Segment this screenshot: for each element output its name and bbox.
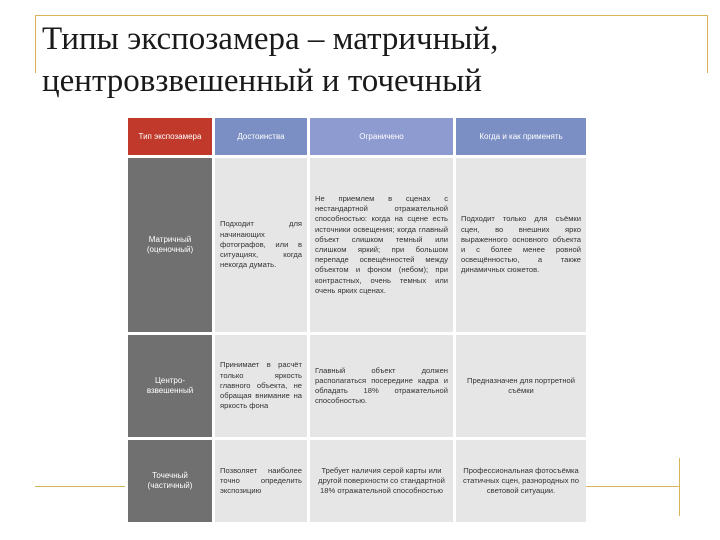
table-row bbox=[128, 440, 586, 522]
table-row bbox=[128, 335, 586, 437]
header-usage: Когда и как применять bbox=[456, 118, 586, 155]
header-type: Тип экспозамера bbox=[128, 118, 212, 155]
slide-title-line2: центровзвешенный и точечный bbox=[42, 63, 482, 99]
row-type: Центро-взвешенный bbox=[128, 335, 212, 437]
row-advantages: Подходит для начинающих фотографов, или в ситуациях, когда некогда думать. bbox=[215, 158, 307, 332]
decor-line-right bbox=[707, 15, 708, 73]
decor-line-top bbox=[35, 15, 708, 16]
row-limitations: Главный объект должен располагаться посередине кадра и обладать 18% отражательной способностью. bbox=[310, 335, 453, 437]
row-advantages: Принимает в расчёт только яркость главного объекта, не обращая внимание на яркость фона bbox=[215, 335, 307, 437]
table-row bbox=[128, 158, 586, 332]
decor-line-bottom-left bbox=[35, 486, 128, 487]
row-advantages: Позволяет наиболее точно определить экспозицию bbox=[215, 440, 307, 522]
row-limitations: Не приемлем в сценах с нестандартной отражательной способностью: когда на сцене есть источники освещения; когда главный объект слишком темный или слишком яркий; при большом перепаде освещённостей между объектом и фоном (небом); при контрастных, очень темных или очень ярких сценах. bbox=[310, 158, 453, 332]
metering-comparison-table bbox=[125, 115, 585, 512]
row-usage: Подходит только для съёмки сцен, во внешних ярко выраженного основного объекта и с более менее ровной освещённостью, а также динамичных сюжетов. bbox=[456, 158, 586, 332]
row-usage: Предназначен для портретной съёмки bbox=[456, 335, 586, 437]
table-header-row bbox=[128, 118, 586, 155]
slide-title bbox=[42, 18, 702, 102]
decor-line-bottom-vertical bbox=[679, 458, 680, 516]
header-advantages: Достоинства bbox=[215, 118, 307, 155]
row-type: Точечный (частичный) bbox=[128, 440, 212, 522]
row-limitations: Требует наличия серой карты или другой поверхности со стандартной 18% отражательной способностью bbox=[310, 440, 453, 522]
decor-line-bottom-right bbox=[585, 486, 680, 487]
header-limitations: Ограничено bbox=[310, 118, 453, 155]
row-type: Матричный (оценочный) bbox=[128, 158, 212, 332]
table bbox=[125, 115, 589, 525]
decor-line-left bbox=[35, 15, 36, 73]
slide-title-line1: Типы экспозамера – матричный, bbox=[42, 21, 499, 57]
row-usage: Профессиональная фотосъёмка статичных сцен, разнородных по световой ситуации. bbox=[456, 440, 586, 522]
